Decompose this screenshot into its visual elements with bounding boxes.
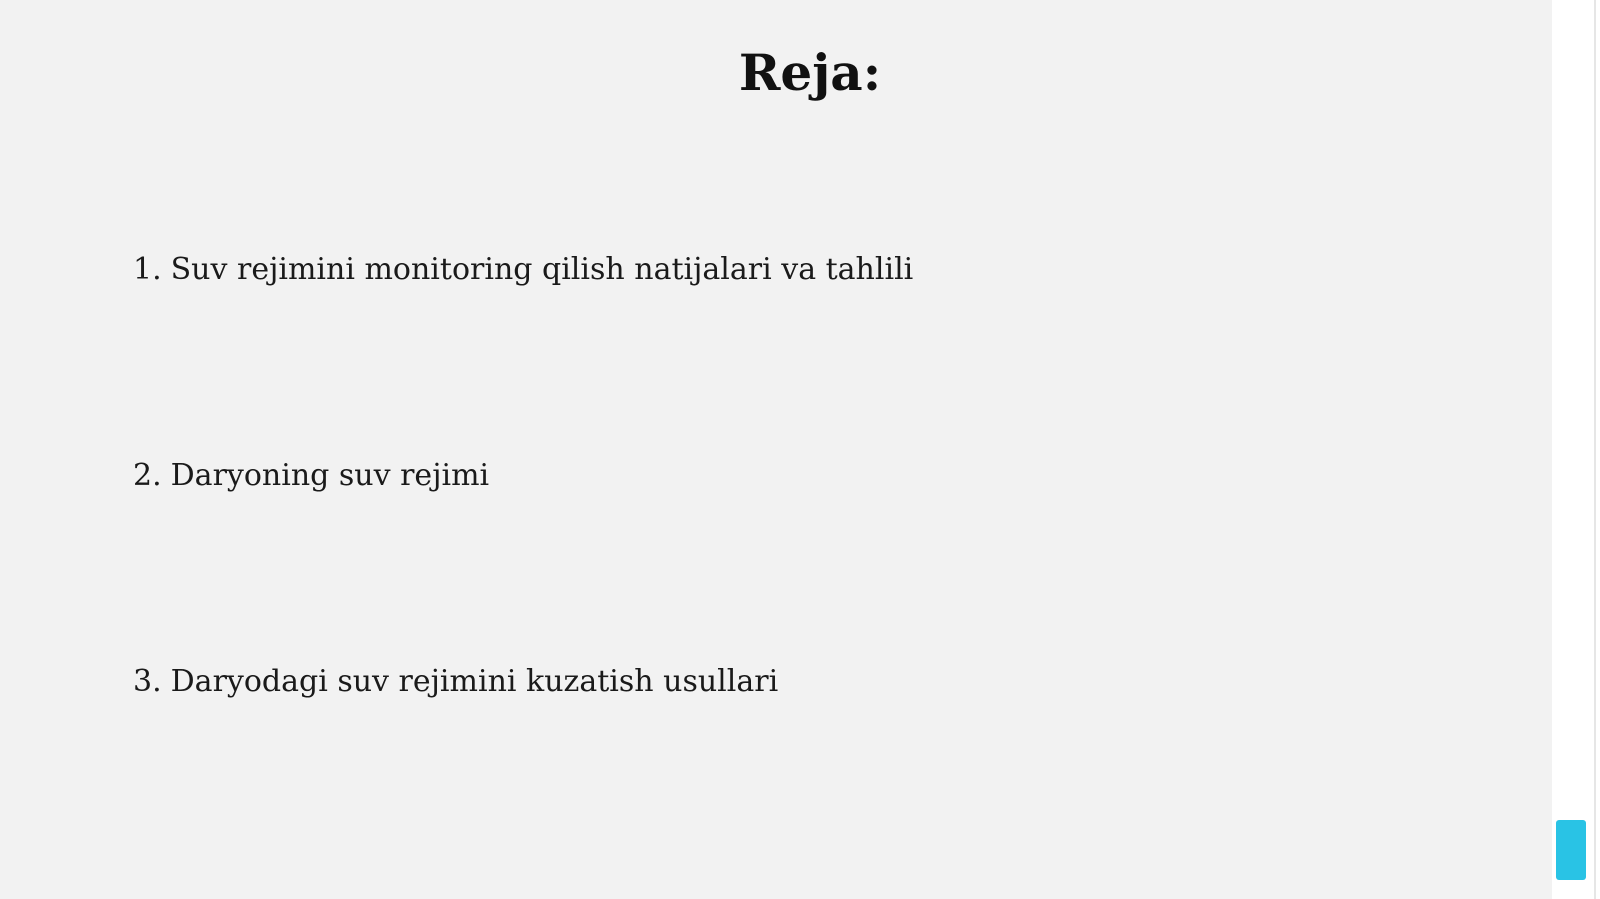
plan-item-1	[133, 250, 913, 290]
plan-item-text: Daryoning suv rejimi	[170, 458, 490, 493]
plan-item-number: 1.	[133, 252, 162, 287]
scrollbar-thumb[interactable]	[1556, 820, 1586, 880]
scrollbar-track[interactable]	[1594, 0, 1596, 899]
plan-item-3	[133, 662, 778, 702]
slide-title: Reja:	[738, 43, 882, 102]
plan-item-text: Daryodagi suv rejimini kuzatish usullari	[170, 664, 779, 699]
right-margin	[1552, 0, 1600, 899]
plan-item-number: 2.	[133, 458, 162, 493]
plan-item-number: 3.	[133, 664, 162, 699]
plan-item-text: Suv rejimini monitoring qilish natijalari va tahlili	[170, 252, 914, 287]
plan-item-2	[133, 456, 489, 496]
